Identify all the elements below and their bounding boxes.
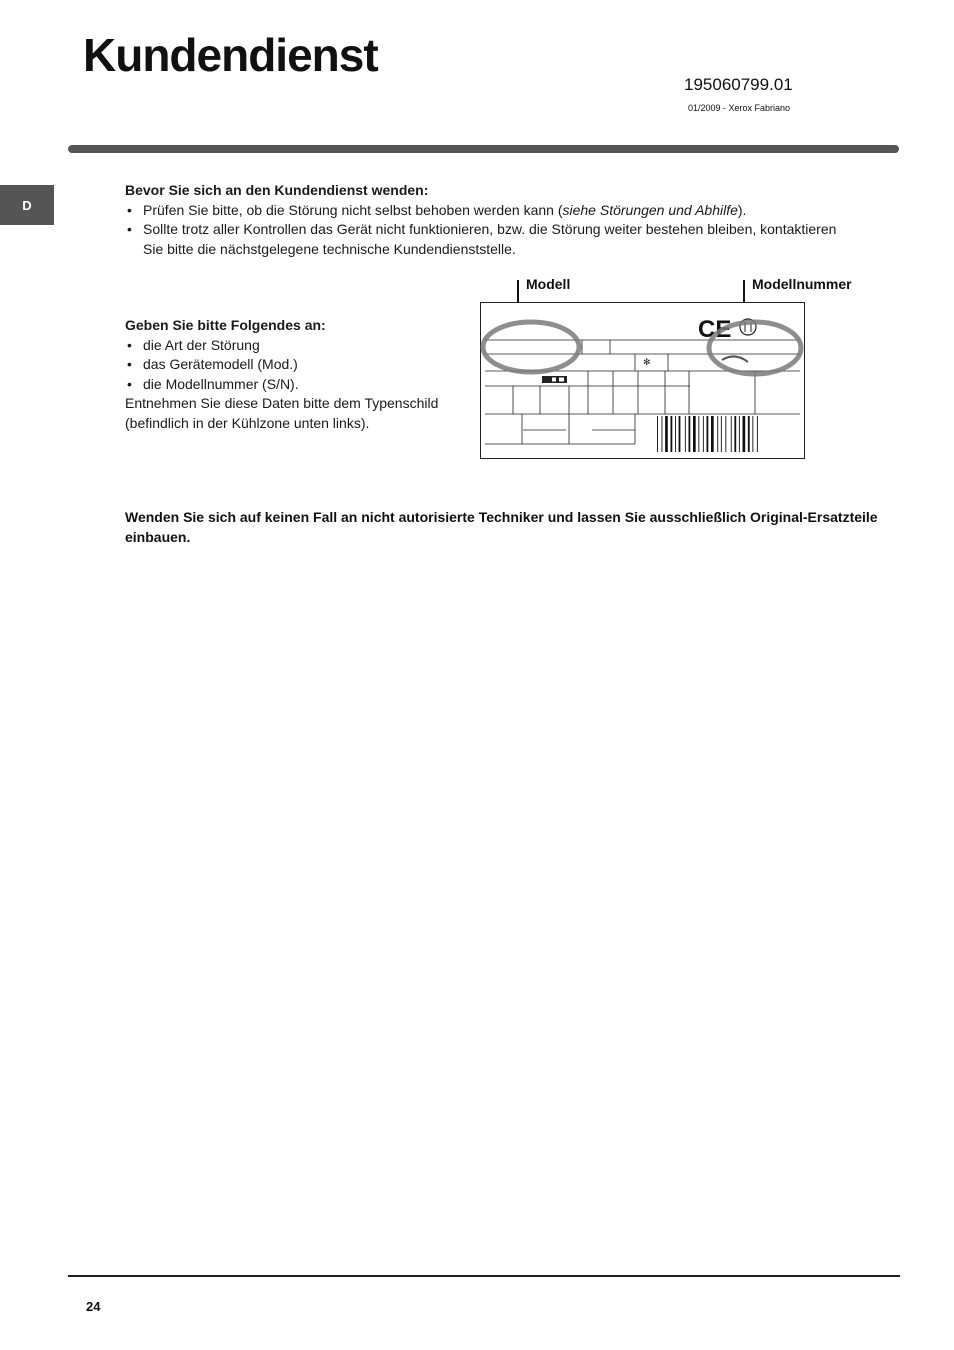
barcode-bar xyxy=(685,416,686,452)
barcode-bar xyxy=(703,416,704,452)
footer-divider xyxy=(68,1275,900,1277)
barcode-bar xyxy=(689,416,691,452)
language-tab xyxy=(0,185,54,225)
barcode-bar xyxy=(679,416,681,452)
barcode-bar xyxy=(725,416,726,452)
warning-notice: Wenden Sie sich auf keinen Fall an nicht autorisierte Techniker und lassen Sie ausschließlich Original-Ersatzteile einbauen. xyxy=(125,509,878,545)
before-service-section xyxy=(125,181,845,259)
barcode-bar xyxy=(721,416,722,452)
energy-label-icon xyxy=(542,376,567,383)
list-item: • die Modellnummer (S/N). xyxy=(125,375,470,395)
barcode-bar xyxy=(657,416,658,452)
barcode-bar xyxy=(731,416,732,452)
page-title: Kundendienst xyxy=(83,29,378,81)
bullet1-text: Prüfen Sie bitte, ob die Störung nicht selbst behoben werden kann ( xyxy=(143,201,563,218)
barcode-bar xyxy=(757,416,758,452)
header-divider xyxy=(68,145,899,153)
barcode-bar xyxy=(671,416,673,452)
bullet1-end: ). xyxy=(737,201,747,218)
barcode-bar xyxy=(711,416,714,452)
ce-mark: CE xyxy=(698,316,732,343)
provide-info-heading: Geben Sie bitte Folgendes an: xyxy=(125,317,326,333)
rating-plate-diagram xyxy=(480,302,805,459)
refrigerant-icon: ✻ xyxy=(643,358,651,368)
barcode-bar xyxy=(675,416,676,452)
barcode-bar xyxy=(743,416,746,452)
barcode-bar xyxy=(739,416,740,452)
page-number: 24 xyxy=(86,1299,101,1314)
language-tab-label: D xyxy=(22,197,32,213)
rating-plate-note: Entnehmen Sie diese Daten bitte dem Typenschild (befindlich in der Kühlzone unten links). xyxy=(125,395,439,431)
barcode-bar xyxy=(748,416,750,452)
list-item: • das Gerätemodell (Mod.) xyxy=(125,355,470,375)
model-caption: Modell xyxy=(526,276,571,292)
list-item: • Sollte trotz aller Kontrollen das Gerät nicht funktionieren, bzw. die Störung weiter bestehen bleiben, kontaktieren Sie bitte die nächstgelegene technische Kundendienststelle. xyxy=(125,220,845,259)
list-item: • die Art der Störung xyxy=(125,336,470,356)
before-service-list xyxy=(125,201,845,260)
provide-info-section xyxy=(125,316,470,433)
barcode-bar xyxy=(717,416,718,452)
document-meta: 01/2009 - Xerox Fabriano xyxy=(688,103,791,113)
provide-info-list xyxy=(125,336,470,395)
barcode-bar xyxy=(752,416,753,452)
serial-caption: Modellnummer xyxy=(752,276,852,292)
barcode-bar xyxy=(665,416,668,452)
list-item xyxy=(125,201,845,221)
barcode-bar xyxy=(734,416,736,452)
before-service-heading: Bevor Sie sich an den Kundendienst wenden: xyxy=(125,182,429,198)
barcode-bar xyxy=(662,416,663,452)
barcode-bar xyxy=(693,416,696,452)
cross-reference: siehe Störungen und Abhilfe xyxy=(562,201,738,218)
barcode-bar xyxy=(698,416,699,452)
barcode-icon xyxy=(656,416,800,452)
document-number: 195060799.01 xyxy=(684,75,793,94)
barcode-bar xyxy=(707,416,709,452)
